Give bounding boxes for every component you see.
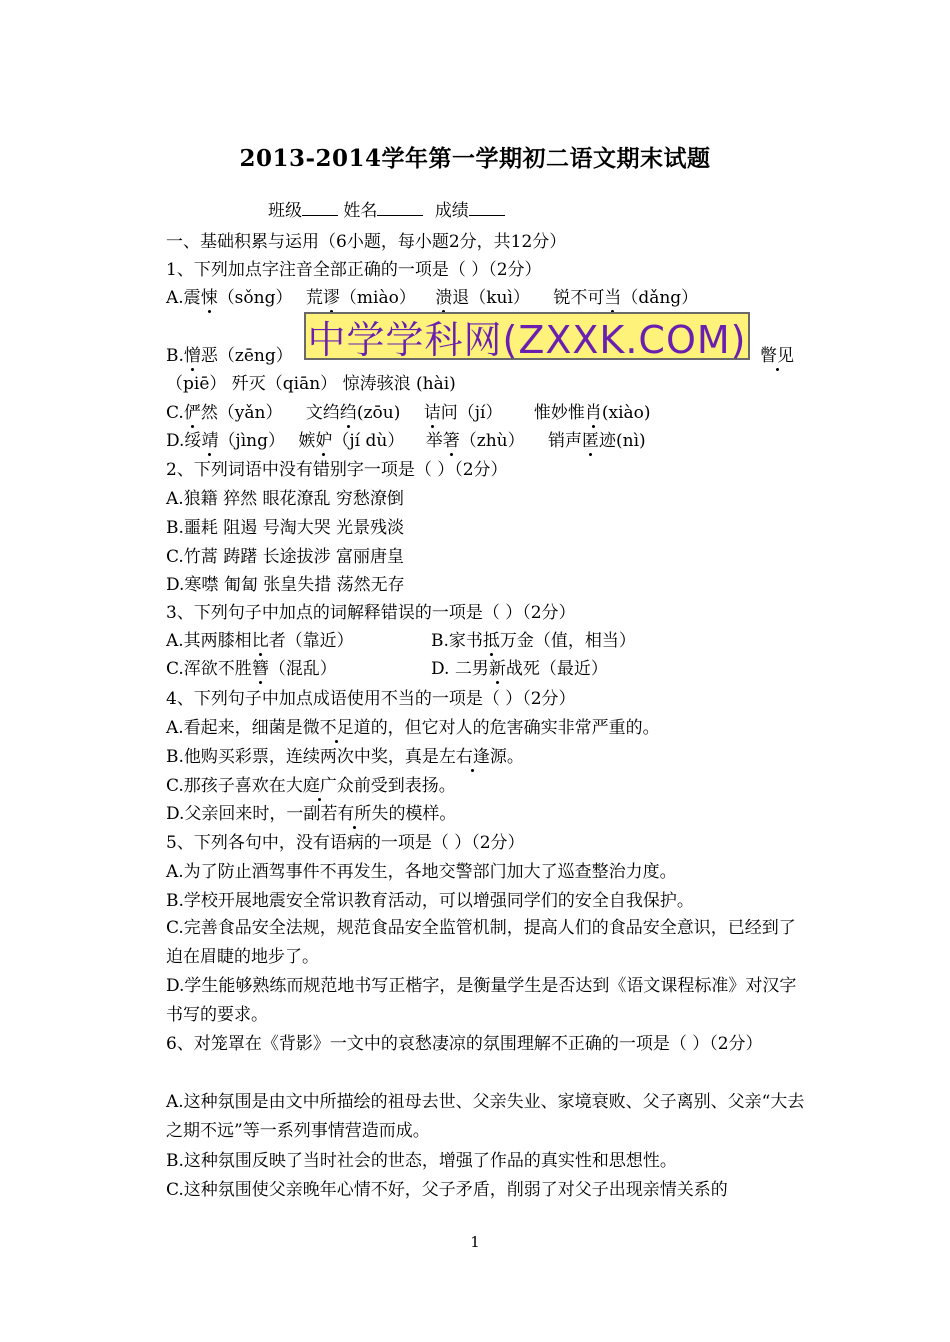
- text: B.他购买彩票，连续两次中奖，真是: [166, 747, 439, 767]
- dotted-phrase: 若有所失: [320, 804, 389, 824]
- dotted-char: 簪: [251, 659, 269, 679]
- q1-option-d: [166, 430, 816, 452]
- q2-option-c: C.竹蒿 踌躇 长途拔涉 富丽唐皇: [166, 547, 405, 567]
- text: B.: [166, 346, 184, 366]
- q1-option-c: [166, 402, 816, 424]
- text: 举: [425, 431, 443, 451]
- dotted-char: 瞥见: [760, 346, 794, 366]
- q3-stem: 3、下列句子中加点的词解释错误的一项是（ ）（2分）: [166, 603, 576, 623]
- student-info-row: [268, 200, 918, 222]
- text: A.其两膝相: [166, 631, 252, 651]
- dotted-char: 箸: [442, 431, 460, 451]
- text: 者（靠近）: [268, 631, 354, 651]
- q5-option-d: D.学生能够熟练而规范地书写正楷字，是衡量学生是否达到《语文课程标准》对汉字书写的要求。: [166, 976, 797, 1025]
- text: 恶（zēng）: [200, 346, 293, 366]
- q5-option-a: A.为了防止酒驾事件不再发生，各地交警部门加大了巡查整治力度。: [166, 862, 677, 882]
- dotted-char: 妒: [315, 431, 333, 451]
- text: 的模样。: [388, 804, 457, 824]
- dotted-phrase: 大庭广众: [285, 776, 354, 796]
- zxxk-watermark-logo: 中学学科网(ZXXK.COM): [304, 312, 750, 360]
- q2-stem: 2、下列词语中没有错别字一项是（ ）（2分）: [166, 460, 508, 480]
- dotted-char: 抵: [482, 631, 500, 651]
- q1-option-b-cont: （piē） 歼灭（qiān） 惊涛骇浪 (hài): [166, 374, 456, 394]
- dotted-phrase: 微不足道: [302, 718, 371, 738]
- dotted-char: 当: [604, 288, 622, 308]
- text: 荒: [305, 288, 323, 308]
- dotted-char: 绉: [339, 403, 357, 423]
- text: B.家书: [431, 631, 483, 651]
- dotted-phrase: 左右逢源: [438, 747, 507, 767]
- dotted-char: 诘: [423, 403, 441, 423]
- text: 前受到表扬。: [353, 776, 456, 796]
- q6-option-b: B.这种氛围反映了当时社会的世态，增强了作品的真实性和思想性。: [166, 1151, 677, 1171]
- text: （miào）: [339, 288, 416, 308]
- q2-option-a: A.狼籍 猝然 眼花潦乱 穷愁潦倒: [166, 489, 404, 509]
- name-label: 姓名: [343, 201, 378, 221]
- dotted-char: 悚: [200, 288, 218, 308]
- text: 问（jí）: [440, 403, 503, 423]
- text: C.: [166, 403, 184, 423]
- page-number: 1: [470, 1233, 480, 1251]
- text: (zōu): [356, 403, 401, 423]
- q1-stem: 1、下列加点字注音全部正确的一项是（ ）（2分）: [166, 260, 542, 280]
- dotted-char: 谬: [322, 288, 340, 308]
- q6-option-c: C.这种氛围使父亲晚年心情不好，父子矛盾，削弱了对父子出现亲情关系的: [166, 1180, 728, 1200]
- text: （混乱）: [268, 659, 337, 679]
- score-label: 成绩: [434, 201, 469, 221]
- text: 文绉: [305, 403, 340, 423]
- score-blank[interactable]: [469, 215, 505, 216]
- text: 战死（最近）: [505, 659, 608, 679]
- text: （jìng）: [218, 431, 285, 451]
- q6-option-a: A.这种氛围是由文中所描绘的祖母去世、父亲失业、家境衰败、父子离别、父亲“大去之期不远”等一系列事情营造而成。: [166, 1092, 805, 1141]
- dotted-char: 靖: [201, 431, 219, 451]
- text: （dǎng）: [621, 288, 699, 308]
- text: （sǒng）: [217, 288, 293, 308]
- text: （jí dù）: [332, 431, 405, 451]
- text: C.浑欲不胜: [166, 659, 252, 679]
- q4-option-d: [166, 803, 816, 825]
- dotted-char: 憎: [183, 346, 201, 366]
- q2-option-b: B.噩耗 阻遏 号淘大哭 光景残淡: [166, 518, 405, 538]
- text: 退（kuì）: [452, 288, 530, 308]
- q5-stem: 5、下列各句中，没有语病的一项是（ ）（2分）: [166, 833, 525, 853]
- text: 的，但它对人的危害确实非常严重的。: [370, 718, 660, 738]
- dotted-char: 肖: [584, 403, 602, 423]
- class-label: 班级: [268, 201, 302, 221]
- text: （zhù）: [459, 431, 525, 451]
- dotted-char: 匿: [582, 431, 600, 451]
- text: 嫉: [298, 431, 316, 451]
- text: D. 二男: [431, 659, 489, 679]
- section-heading: 一、基础积累与运用（6小题，每小题2分，共12分）: [166, 232, 567, 252]
- q4-option-c: [166, 775, 816, 797]
- q5-option-c: C.完善食品安全法规，规范食品安全监管机制，提高人们的食品安全意识，已经到了迫在眉睫的地步了。: [166, 918, 796, 967]
- text: D.绥: [166, 431, 202, 451]
- dotted-char: 新: [488, 659, 506, 679]
- text: 然（yǎn）: [200, 403, 283, 423]
- text: 销声: [548, 431, 583, 451]
- name-blank[interactable]: [377, 215, 423, 216]
- q1-option-b-tail: [760, 345, 820, 367]
- text: 。: [506, 747, 524, 767]
- dotted-char: 俨: [183, 403, 201, 423]
- text: 迹(nì): [599, 431, 646, 451]
- dotted-char: 溃: [435, 288, 453, 308]
- q3-option-b: [431, 630, 811, 652]
- text: (xiào): [601, 403, 651, 423]
- class-blank[interactable]: [302, 215, 338, 216]
- text: A.看起来，细菌是: [166, 718, 303, 738]
- q4-option-a: [166, 717, 816, 739]
- q4-option-b: [166, 746, 816, 768]
- text: 惟妙惟: [533, 403, 585, 423]
- q6-stem: 6、对笼罩在《背影》一文中的哀愁凄凉的氛围理解不正确的一项是（ ）（2分）: [166, 1034, 763, 1054]
- text: 万金（值，相当）: [499, 631, 636, 651]
- q4-stem: 4、下列句子中加点成语使用不当的一项是（ ）（2分）: [166, 689, 576, 709]
- q2-option-d: D.寒噤 匍匐 张皇失措 荡然无存: [166, 575, 405, 595]
- exam-title: 2013-2014学年第一学期初二语文期末试题: [239, 145, 711, 172]
- text: A.震: [166, 288, 201, 308]
- q1-option-a: [166, 287, 816, 309]
- q3-option-d: [431, 658, 811, 680]
- text: 锐不可: [553, 288, 605, 308]
- text: D.父亲回来时，一副: [166, 804, 321, 824]
- text: C.那孩子喜欢在: [166, 776, 286, 796]
- q5-option-b: B.学校开展地震安全常识教育活动，可以增强同学们的安全自我保护。: [166, 891, 694, 911]
- dotted-char: 比: [251, 631, 269, 651]
